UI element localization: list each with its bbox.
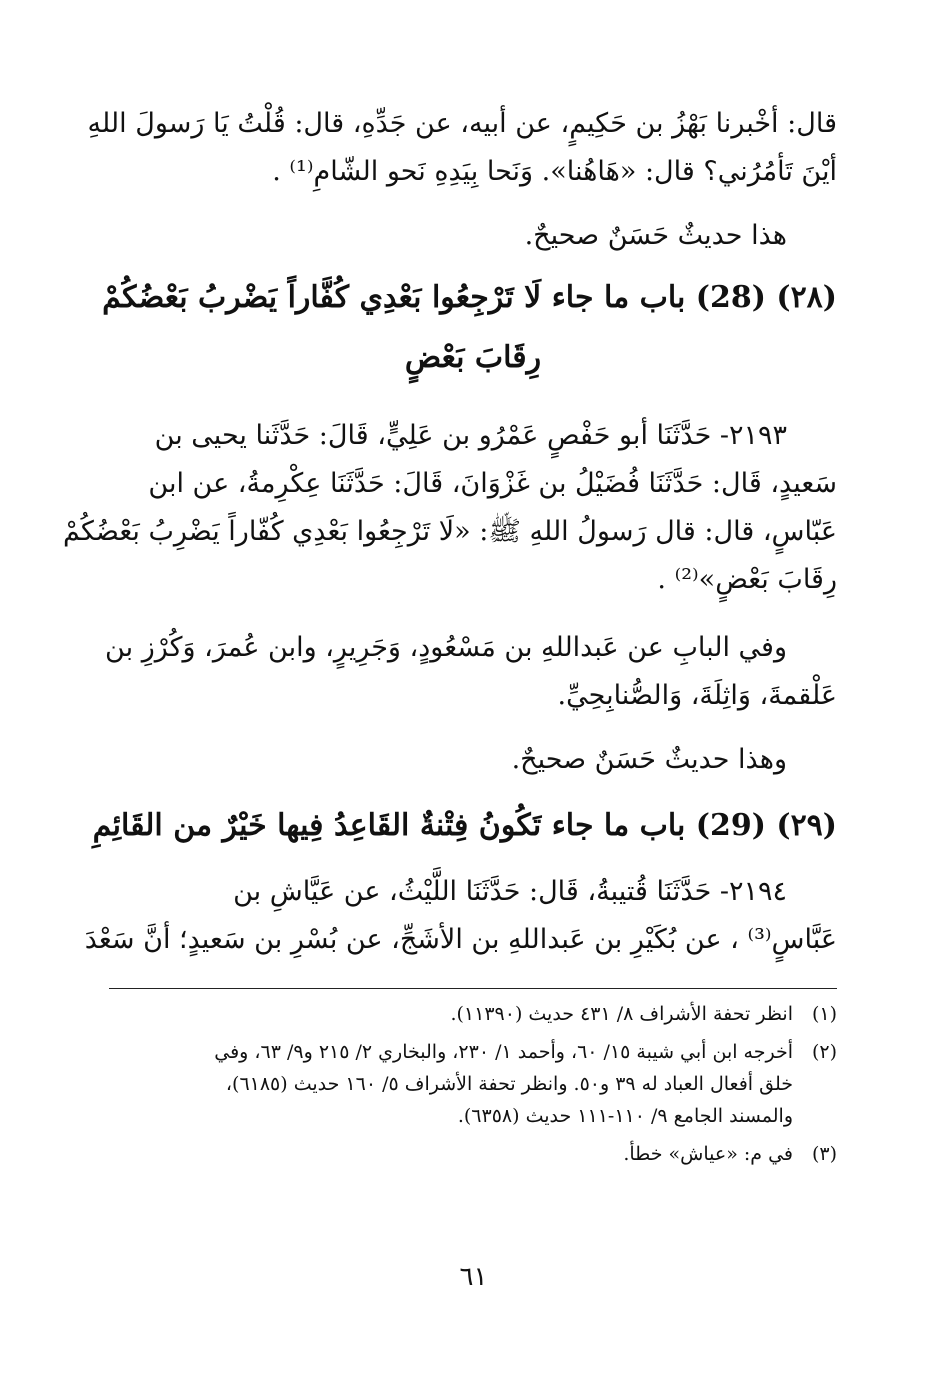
- text-line: عَبّاسٍ، قال: قال رَسولُ اللهِ ﷺ: «لَا تَرْجِعُوا بَعْدِي كُفّاراً يَضْرِبُ بَعْضُكُمْ: [63, 516, 837, 547]
- text-line: والمسند الجامع ٩/ ١١٠-١١١ حديث (٦٣٥٨).: [457, 1105, 793, 1127]
- text-line: في م: «عياش» خطأ.: [623, 1143, 793, 1165]
- footnote-text: [109, 998, 793, 1030]
- heading-line: رِقَابَ بَعْضٍ: [404, 340, 542, 375]
- text-line: خلق أفعال العباد له ٣٩ و٥٠. وانظر تحفة الأشراف ٥/ ١٦٠ حديث (٦١٨٥)،: [225, 1073, 793, 1095]
- footnote-number: (١): [811, 1003, 837, 1025]
- hadith-2194: [84, 868, 837, 964]
- hadith-2193: [63, 412, 837, 604]
- text-line: رِقَابَ بَعْضٍ»⁽²⁾ .: [657, 564, 837, 595]
- text-line: عَبَّاسٍ⁽³⁾ ، عن بُكَيْرِ بن عَبداللهِ بن الأشَجِّ، عن بُسْرِ بن سَعيدٍ؛ أنَّ سَعْدَ: [84, 924, 837, 955]
- grade-statement: [109, 212, 837, 260]
- footnote-text: [109, 1138, 793, 1170]
- text-line: عَلْقمةَ، وَاثِلَةَ، وَالصُّنابِحِيِّ.: [557, 680, 837, 711]
- text-line: ٢١٩٤- حَدَّثَنَا قُتيبةُ، قَال: حَدَّثَنَا اللَّيْثُ، عن عَيَّاشِ بن: [233, 876, 787, 907]
- bab-note: [105, 624, 837, 720]
- text-line: قال: أخْبرنا بَهْزُ بن حَكِيمٍ، عن أبيه، عن جَدِّهِ، قال: قُلْتُ يَا رَسولَ اللهِ: [87, 108, 837, 139]
- footnote-1: [109, 998, 837, 1030]
- chapter-heading-29: [92, 796, 837, 856]
- footnotes: [109, 998, 837, 1176]
- footnote-2: [109, 1036, 837, 1132]
- footnote-3: [109, 1138, 837, 1170]
- text-line: هذا حديثٌ حَسَنٌ صحيحٌ.: [524, 220, 787, 251]
- footnote-number: (٣): [811, 1143, 837, 1165]
- footnote-number: (٢): [811, 1041, 837, 1063]
- text-line: وفي البابِ عن عَبداللهِ بن مَسْعُودٍ، وَجَرِيرٍ، وابن عُمرَ، وَكُرْزِ بن: [105, 632, 787, 663]
- text-line: وهذا حديثٌ حَسَنٌ صحيحٌ.: [511, 744, 787, 775]
- heading-line: (٢٩) (29) باب ما جاء تَكُونُ فِتْنةٌ القَاعِدُ فِيها خَيْرٌ من القَائِمِ: [92, 808, 837, 843]
- chapter-heading-28: [102, 268, 837, 388]
- page-number: ٦١: [459, 1262, 488, 1292]
- text-line: سَعيدٍ، قَال: حَدَّثَنَا فُضَيْلُ بن غَزْوَانَ، قَالَ: حَدَّثَنَا عِكْرِمةُ، عن ابن: [148, 468, 837, 499]
- footnote-text: [109, 1036, 793, 1132]
- text-line: أخرجه ابن أبي شيبة ١٥/ ٦٠، وأحمد ١/ ٢٣٠، والبخاري ٢/ ٢١٥ و٩/ ٦٣، وفي: [214, 1041, 793, 1063]
- text-line: ٢١٩٣- حَدَّثَنَا أبو حَفْصٍ عَمْرُو بن عَلِيٍّ، قَالَ: حَدَّثَنا يحيى بن: [154, 420, 787, 451]
- text-line: أيْنَ تَأمُرُني؟ قال: «هَاهُنا». وَنَحا بِيَدِهِ نَحو الشّامِ⁽¹⁾ .: [272, 156, 837, 187]
- text-line: انظر تحفة الأشراف ٨/ ٤٣١ حديث (١١٣٩٠).: [450, 1003, 793, 1025]
- intro-paragraph: [87, 100, 837, 196]
- footnote-separator: [109, 988, 837, 989]
- heading-line: (٢٨) (28) باب ما جاء لَا تَرْجِعُوا بَعْدِي كُفَّاراً يَضْربُ بَعْضُكُمْ: [102, 280, 837, 315]
- grade-statement: [109, 736, 837, 784]
